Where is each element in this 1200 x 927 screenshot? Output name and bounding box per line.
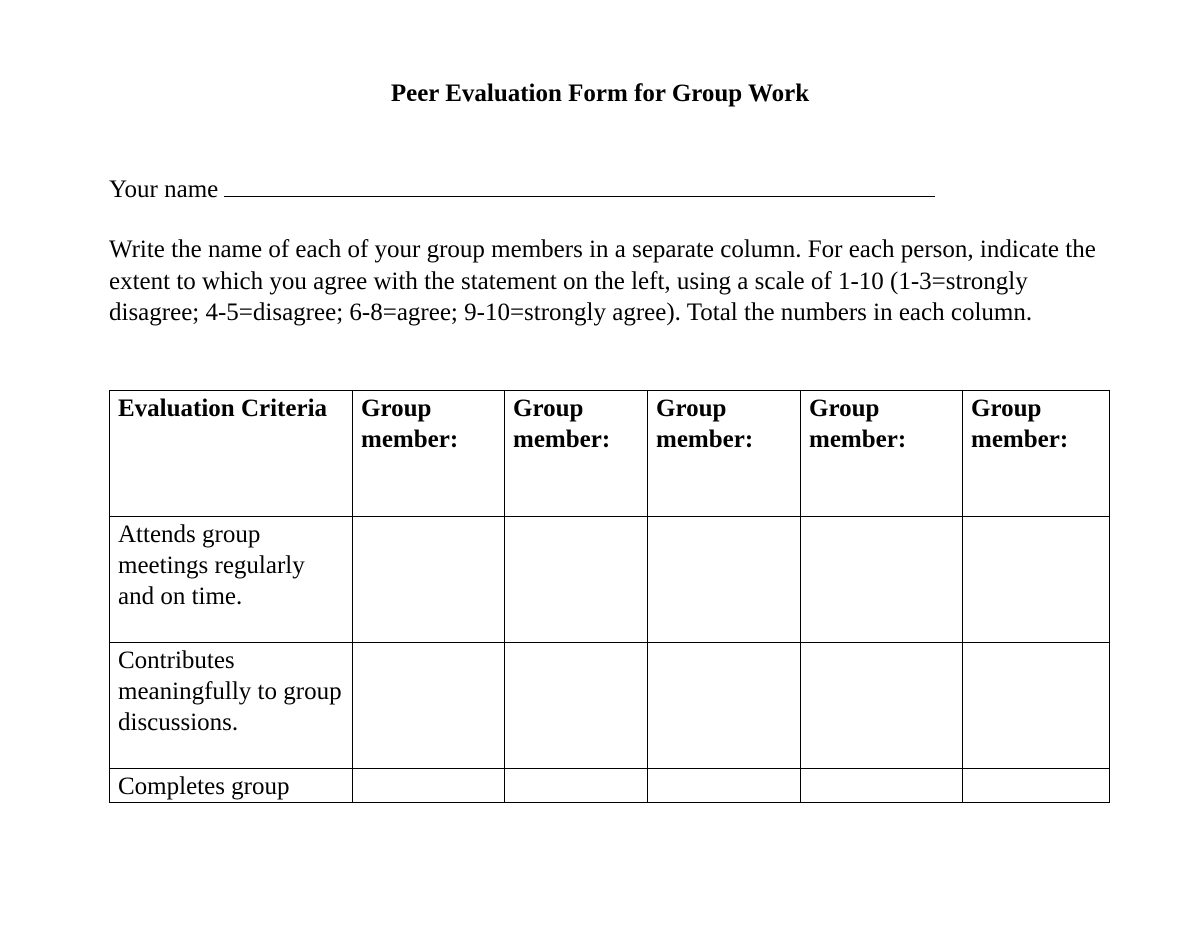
- criteria-cell: Contributes meaningfully to group discussions.: [110, 643, 353, 769]
- score-cell[interactable]: [801, 643, 963, 769]
- score-cell[interactable]: [648, 769, 801, 803]
- score-cell[interactable]: [963, 643, 1110, 769]
- table-row: [110, 517, 1110, 643]
- score-cell[interactable]: [648, 643, 801, 769]
- header-group-member-2: Group member:: [505, 391, 648, 517]
- score-cell[interactable]: [353, 643, 505, 769]
- your-name-blank[interactable]: [224, 172, 935, 197]
- score-cell[interactable]: [801, 517, 963, 643]
- score-cell[interactable]: [353, 517, 505, 643]
- document-title: Peer Evaluation Form for Group Work: [390, 80, 810, 107]
- header-group-member-5: Group member:: [963, 391, 1110, 517]
- header-group-member-3: Group member:: [648, 391, 801, 517]
- your-name-label: Your name: [109, 176, 219, 203]
- header-evaluation-criteria: Evaluation Criteria: [110, 391, 353, 517]
- score-cell[interactable]: [801, 769, 963, 803]
- score-cell[interactable]: [505, 517, 648, 643]
- peer-evaluation-table: [109, 390, 1110, 803]
- criteria-cell: Completes group: [110, 769, 353, 803]
- table-row: [110, 769, 1110, 803]
- score-cell[interactable]: [505, 769, 648, 803]
- table-row: [110, 643, 1110, 769]
- score-cell[interactable]: [963, 517, 1110, 643]
- your-name-line: [109, 172, 935, 206]
- header-group-member-4: Group member:: [801, 391, 963, 517]
- score-cell[interactable]: [648, 517, 801, 643]
- score-cell[interactable]: [505, 643, 648, 769]
- score-cell[interactable]: [353, 769, 505, 803]
- criteria-cell: Attends group meetings regularly and on time.: [110, 517, 353, 643]
- instructions-paragraph: Write the name of each of your group members in a separate column. For each person, indicate the extent to which you agree with the statement on the left, using a scale of 1-10 (1-3=strongly disagree; 4-5=disagree; 6-8=agree; 9-10=strongly agree). Total the numbers in each column.: [109, 236, 1096, 326]
- table-header-row: [110, 391, 1110, 517]
- score-cell[interactable]: [963, 769, 1110, 803]
- header-group-member-1: Group member:: [353, 391, 505, 517]
